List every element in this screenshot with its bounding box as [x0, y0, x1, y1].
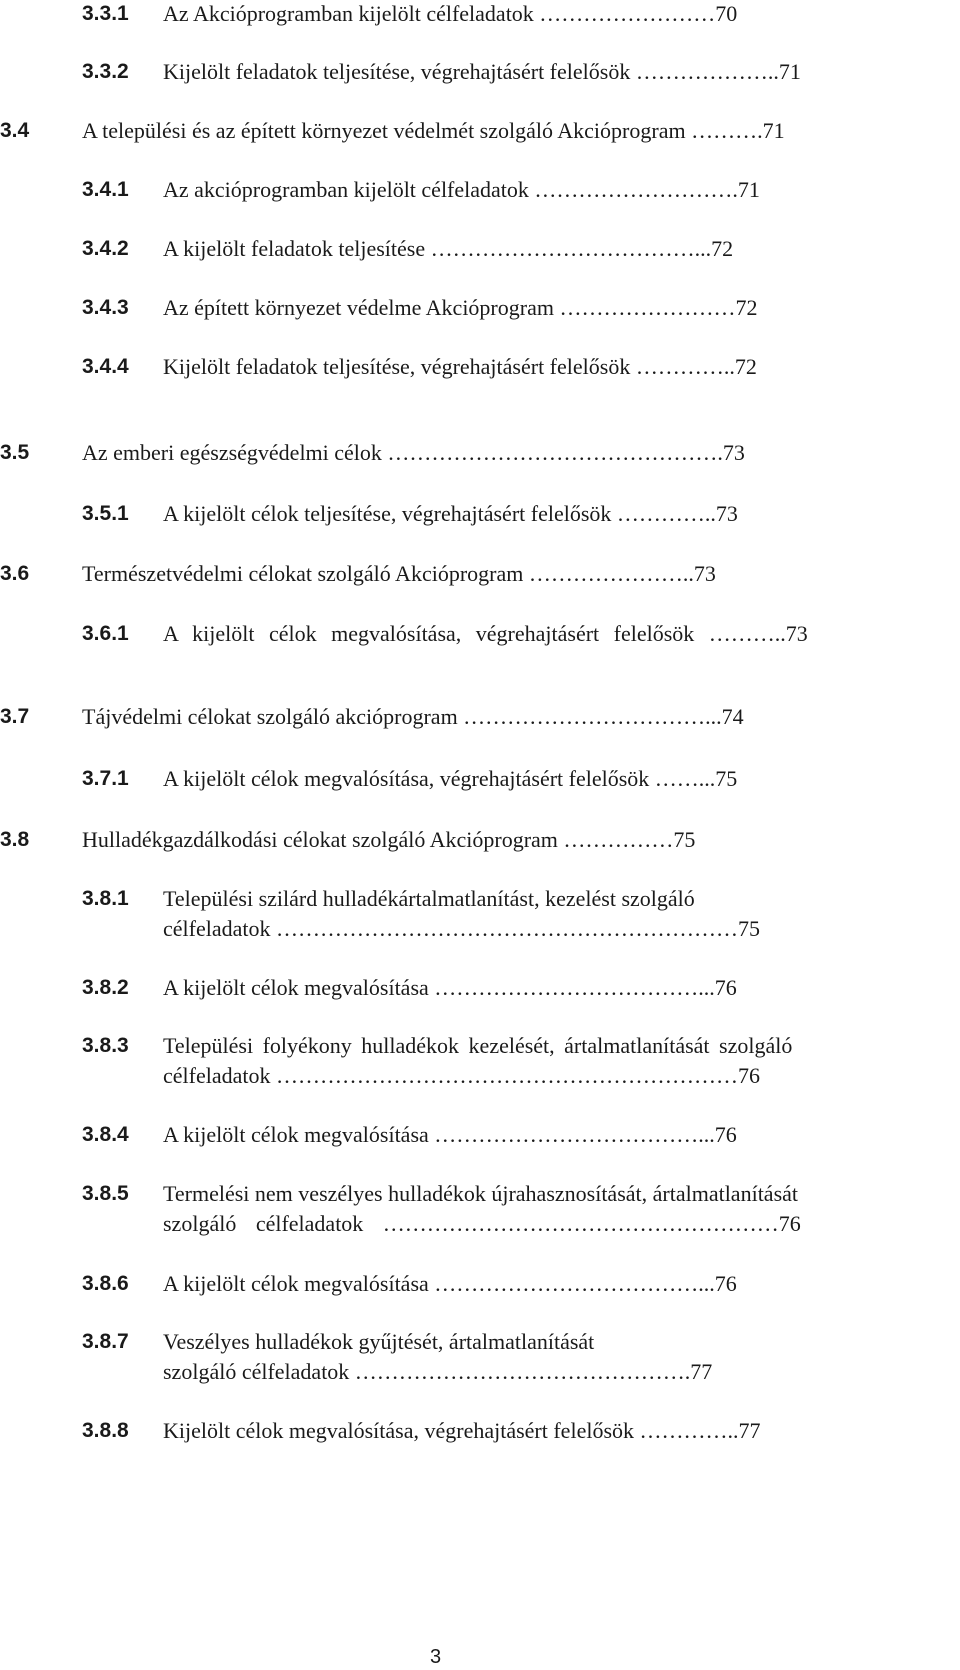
toc-entry-number: 3.6 [0, 562, 30, 585]
toc-entry [0, 765, 960, 805]
toc-entry-title: A kijelölt célok megvalósítása, végrehajtásért felelősök ………..73 [163, 621, 808, 646]
toc-entry [0, 0, 960, 40]
toc-entry [0, 1180, 960, 1242]
toc-entry-number: 3.7.1 [82, 767, 129, 790]
toc-entry-title: Az akcióprogramban kijelölt célfeladatok ……………………….71 [163, 177, 760, 202]
toc-entry-title: Hulladékgazdálkodási célokat szolgáló Akcióprogram ……………75 [82, 827, 696, 852]
toc-entry-title: A kijelölt célok megvalósítása ………………………………...76 [163, 1122, 737, 1147]
toc-entry [0, 1032, 960, 1094]
toc-entry-number: 3.8.3 [82, 1034, 129, 1057]
toc-entry-number: 3.3.2 [82, 60, 129, 83]
toc-entry [0, 620, 960, 660]
toc-entry-number: 3.5.1 [82, 502, 129, 525]
toc-entry [0, 176, 960, 216]
toc-entry-title: Kijelölt feladatok teljesítése, végrehajtásért felelősök ………………..71 [163, 59, 801, 84]
toc-entry-title: A kijelölt célok megvalósítása ………………………………...76 [163, 975, 737, 1000]
toc-entry-number: 3.4.3 [82, 296, 129, 319]
toc-entry-title: A kijelölt célok megvalósítása ………………………………...76 [163, 1271, 737, 1296]
toc-entry-title-continued: szolgáló célfeladatok ……………………………………….77 [163, 1359, 713, 1384]
toc-entry-number: 3.4.4 [82, 355, 129, 378]
toc-entry-title: Kijelölt feladatok teljesítése, végrehajtásért felelősök …………..72 [163, 354, 757, 379]
toc-entry-number: 3.3.1 [82, 2, 129, 25]
toc-entry-title: Az épített környezet védelme Akcióprogram ……………………72 [163, 295, 758, 320]
toc-entry-title-continued: szolgáló célfeladatok ………………………………………………76 [163, 1211, 801, 1236]
toc-entry-number: 3.8.8 [82, 1419, 129, 1442]
toc-entry [0, 58, 960, 98]
toc-entry [0, 703, 960, 743]
toc-entry-number: 3.8.6 [82, 1272, 129, 1295]
toc-entry-number: 3.5 [0, 441, 30, 464]
toc-entry [0, 117, 960, 157]
toc-entry [0, 974, 960, 1014]
toc-entry [0, 560, 960, 600]
toc-entry-title: Az emberi egészségvédelmi célok ……………………………………….73 [82, 440, 745, 465]
toc-entry-title: Veszélyes hulladékok gyűjtését, ártalmatlanítását [163, 1329, 595, 1354]
toc-entry [0, 500, 960, 540]
toc-entry-number: 3.7 [0, 705, 30, 728]
toc-entry-number: 3.4.2 [82, 237, 129, 260]
toc-entry-number: 3.8.4 [82, 1123, 129, 1146]
toc-entry-title: Természetvédelmi célokat szolgáló Akcióprogram …………………..73 [82, 561, 716, 586]
toc-entry [0, 885, 960, 947]
toc-entry [0, 1328, 960, 1390]
toc-entry [0, 439, 960, 479]
toc-entry-title-continued: célfeladatok ………………………………………………………75 [163, 916, 760, 941]
toc-entry-title: Tájvédelmi célokat szolgáló akcióprogram ……………………………...74 [82, 704, 744, 729]
toc-entry-title-continued: célfeladatok ………………………………………………………76 [163, 1063, 760, 1088]
toc-entry [0, 1417, 960, 1457]
toc-entry-number: 3.6.1 [82, 622, 129, 645]
toc-entry-number: 3.8.1 [82, 887, 129, 910]
page-number: 3 [430, 1646, 442, 1668]
toc-entry-title: Települési folyékony hulladékok kezelését, ártalmatlanítását szolgáló [163, 1033, 793, 1058]
toc-entry-number: 3.8.2 [82, 976, 129, 999]
toc-entry [0, 826, 960, 866]
toc-entry-title: A kijelölt feladatok teljesítése ………………………………...72 [163, 236, 734, 261]
toc-entry-title: A települési és az épített környezet védelmét szolgáló Akcióprogram ……….71 [82, 118, 785, 143]
toc-entry-title: A kijelölt célok teljesítése, végrehajtásért felelősök …………..73 [163, 501, 738, 526]
toc-entry-number: 3.8.5 [82, 1182, 129, 1205]
toc-entry-number: 3.8 [0, 828, 30, 851]
toc-entry [0, 294, 960, 334]
toc-entry-number: 3.4.1 [82, 178, 129, 201]
toc-entry-title: A kijelölt célok megvalósítása, végrehajtásért felelősök ……...75 [163, 766, 738, 791]
toc-entry-number: 3.8.7 [82, 1330, 129, 1353]
toc-entry [0, 235, 960, 275]
toc-entry-title: Az Akcióprogramban kijelölt célfeladatok ……………………70 [163, 1, 738, 26]
toc-entry-title: Termelési nem veszélyes hulladékok újrahasznosítását, ártalmatlanítását [163, 1181, 799, 1206]
toc-entry [0, 1121, 960, 1161]
toc-entry-title: Kijelölt célok megvalósítása, végrehajtásért felelősök …………..77 [163, 1418, 761, 1443]
toc-entry-number: 3.4 [0, 119, 30, 142]
toc-entry [0, 1270, 960, 1310]
toc-entry [0, 353, 960, 393]
toc-entry-title: Települési szilárd hulladékártalmatlanítást, kezelést szolgáló [163, 886, 695, 911]
